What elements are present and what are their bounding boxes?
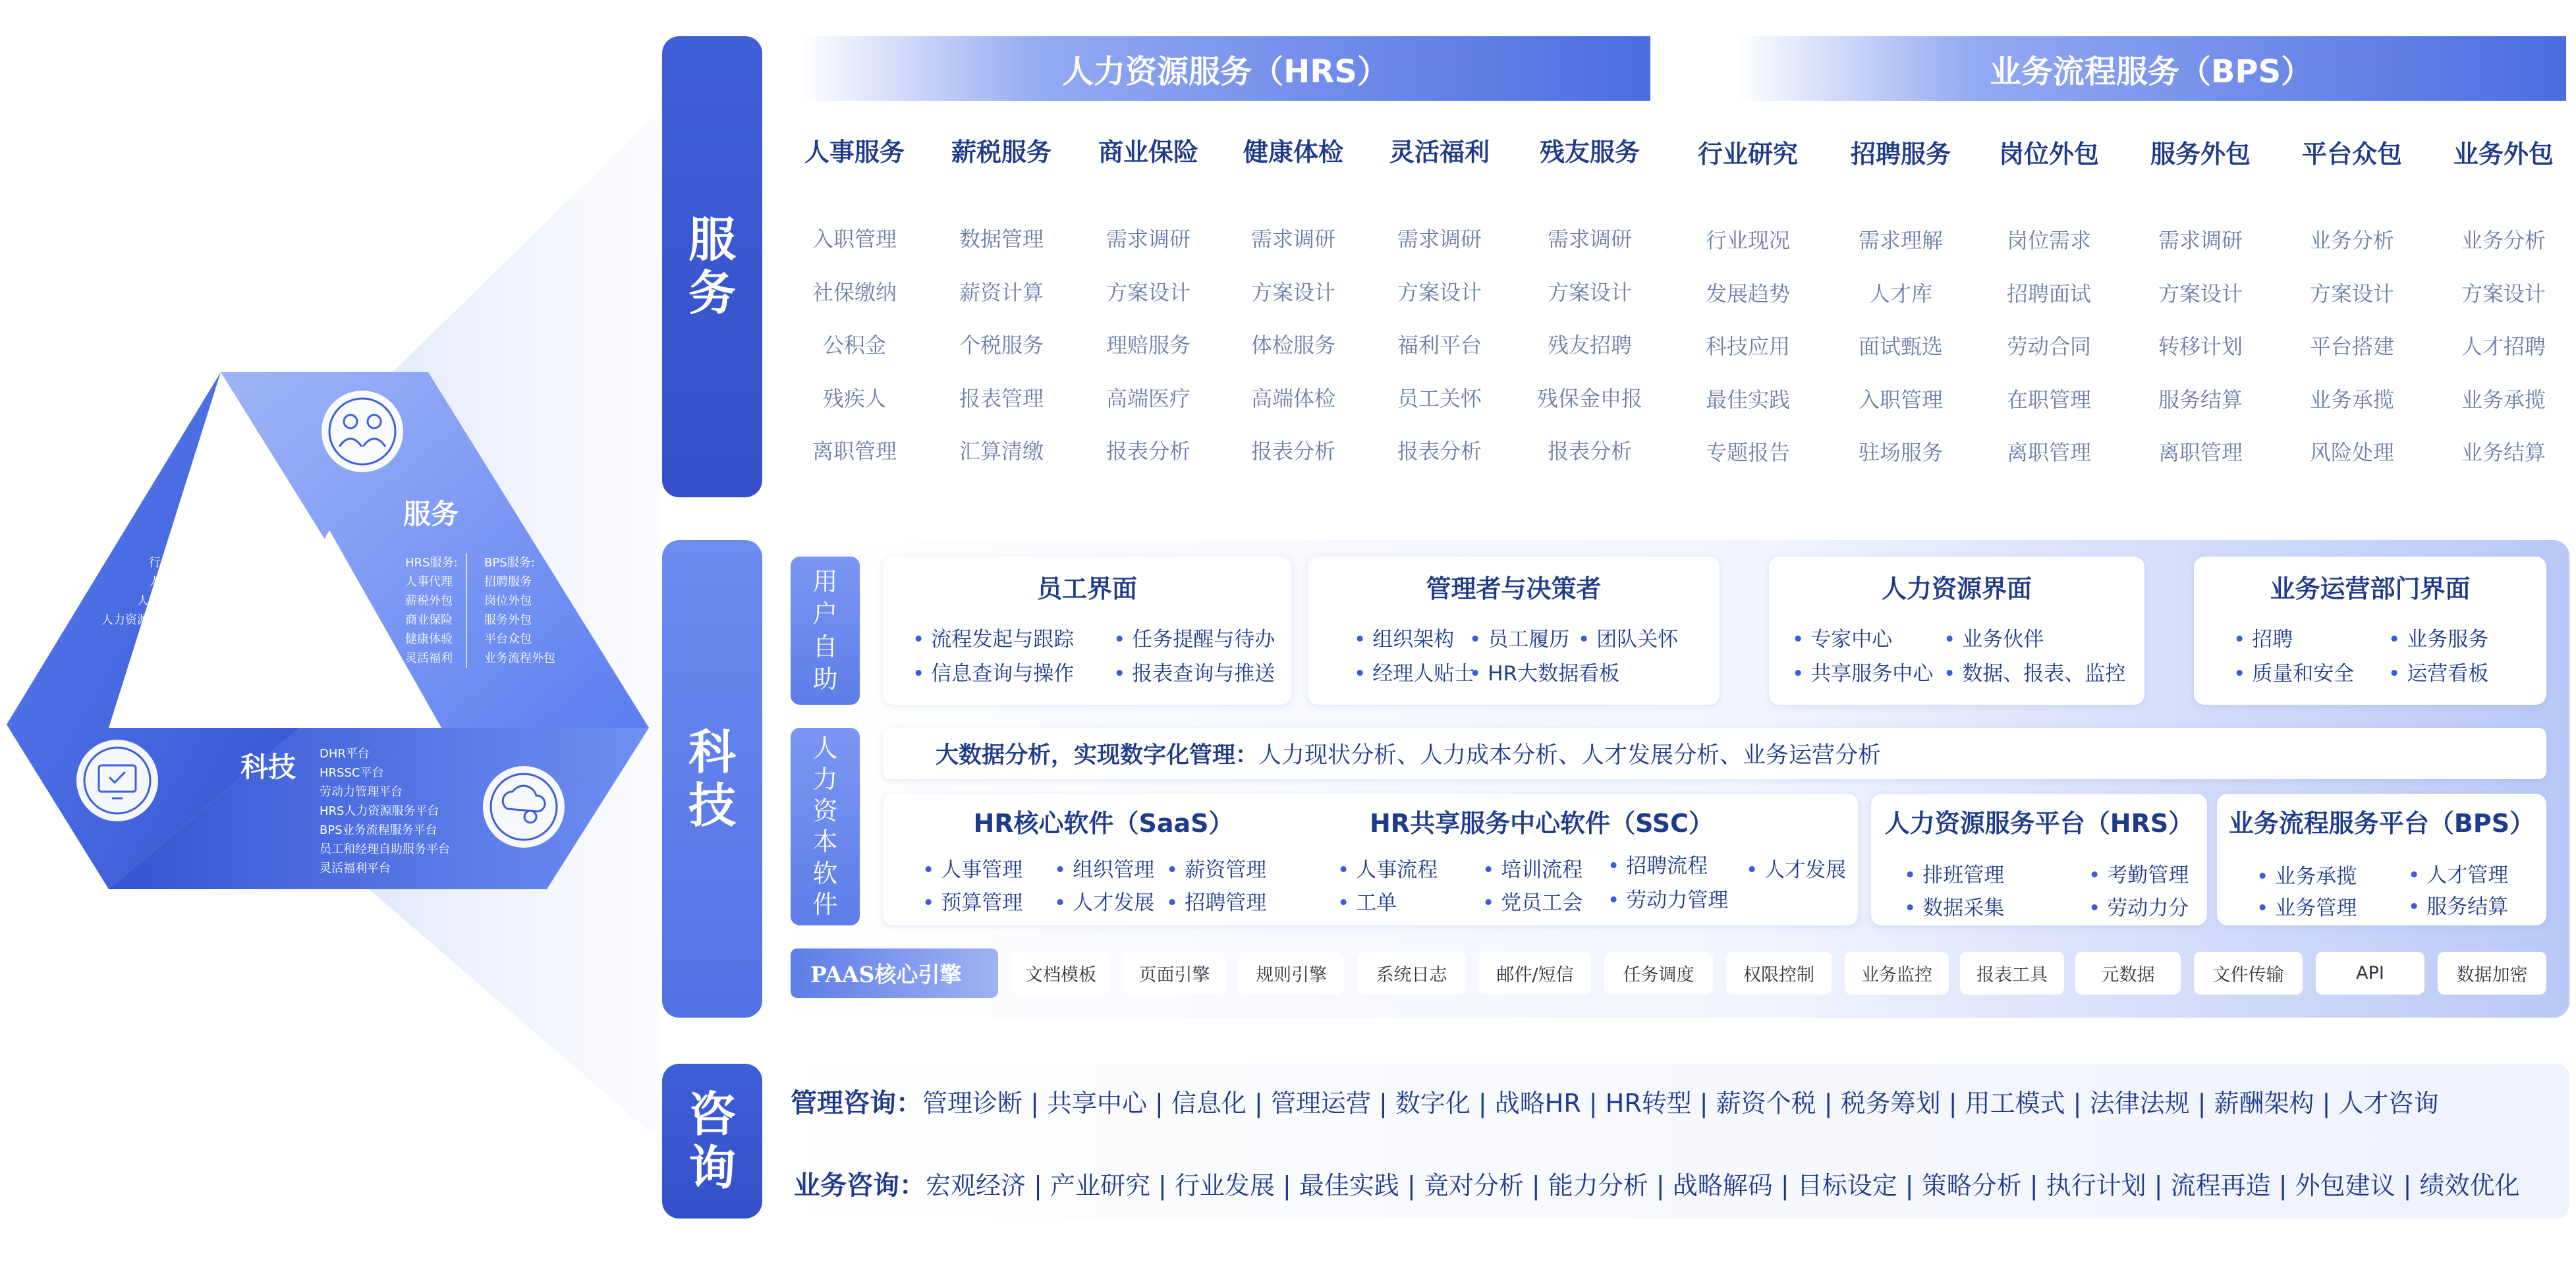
list-item: 平台众包 — [484, 632, 532, 646]
card-item: • 数据、报表、监控 — [1944, 657, 2125, 686]
card-item: • 员工履历 — [1469, 622, 1569, 652]
list-item: 灵活福利平台 — [320, 862, 391, 875]
hrs-banner: 人力资源服务（HRS） — [800, 36, 1650, 101]
hrs-platform-card — [1871, 794, 2207, 925]
service-column-item: 残疾人 — [822, 385, 886, 411]
service-column-head: 平台众包 — [2301, 140, 2402, 169]
business-interface-card — [2194, 557, 2546, 705]
service-column-item: 劳动合同 — [2006, 334, 2091, 359]
service-column-item: 岗位需求 — [2006, 228, 2091, 253]
card-title: 人力资源界面 — [1881, 574, 2032, 603]
card-item: • 团队关怀 — [1578, 622, 1678, 652]
card-item: • 薪资管理 — [1166, 853, 1266, 883]
service-column-item: 方案设计 — [2158, 281, 2243, 306]
list-item: 业务流程外包 — [484, 651, 555, 665]
service-people-icon — [322, 391, 403, 472]
service-column-item: 残保金申报 — [1536, 385, 1642, 411]
paas-tool-chip: 业务监控 — [1845, 952, 1949, 995]
service-column-item: 报表管理 — [959, 385, 1044, 411]
service-column-item: 体检服务 — [1250, 333, 1335, 358]
card-item: • 排班管理 — [1904, 858, 2004, 888]
tech-section-label: 科技 — [662, 540, 762, 1018]
service-column-head: 健康体检 — [1243, 138, 1343, 167]
service-column-item: 高端体检 — [1250, 385, 1335, 411]
service-column-item: 社保缴纳 — [812, 279, 897, 305]
card-item: • 培训流程 — [1482, 853, 1582, 883]
service-column-item: 需求理解 — [1858, 228, 1943, 253]
list-head: BPS服务: — [484, 556, 535, 570]
paas-tool-chip: 数据加密 — [2438, 952, 2546, 995]
list-item: BPS业务流程服务平台 — [320, 823, 437, 837]
service-column-item: 面试甄选 — [1858, 334, 1943, 359]
triangle-service-bps — [484, 553, 555, 668]
service-column-item: 需求调研 — [1250, 227, 1335, 252]
list-item: HRSSC平台 — [320, 766, 384, 780]
card-item: • 任务提醒与待办 — [1113, 622, 1275, 652]
triangle-tech-title: 科技 — [240, 751, 296, 783]
service-column-item: 人才库 — [1868, 281, 1932, 306]
card-title: 业务流程服务平台（BPS） — [2228, 809, 2535, 838]
service-column-item: 风险处理 — [2309, 440, 2394, 465]
list-item: 员工和经理自助服务平台 — [320, 842, 450, 856]
service-column-item: 业务承揽 — [2309, 387, 2394, 412]
management-consulting-items: 管理诊断 | 共享中心 | 信息化 | 管理运营 | 数字化 | 战略HR | HR转型 | 薪资个税 | 税务筹划 | 用工模式 | 法律法规 | 薪酬架构 | 人才咨询 — [922, 1089, 2439, 1118]
service-column-item: 报表分析 — [1547, 439, 1632, 464]
card-item: • 报表查询与推送 — [1113, 657, 1275, 686]
service-column-head: 招聘服务 — [1850, 140, 1951, 169]
service-column-item: 数据管理 — [959, 227, 1044, 252]
business-consulting-head: 业务咨询： — [794, 1170, 926, 1201]
service-column-head: 残友服务 — [1539, 138, 1640, 167]
paas-tool-chip: 规则引擎 — [1239, 952, 1344, 995]
card-title: 人力资源服务平台（HRS） — [1884, 809, 2194, 838]
paas-tool-chip: 报表工具 — [1960, 952, 2064, 995]
paas-tool-chip: 系统日志 — [1357, 952, 1466, 995]
service-column-item: 在职管理 — [2006, 387, 2091, 412]
service-column-item: 离职管理 — [812, 439, 897, 464]
list-item: 招聘服务 — [484, 575, 532, 589]
service-column-item: 需求调研 — [1397, 227, 1482, 252]
service-column-item: 理赔服务 — [1106, 333, 1190, 358]
service-column-item: 员工关怀 — [1397, 385, 1482, 411]
management-consulting — [791, 1082, 2439, 1120]
list-item: HRS人力资源服务平台 — [320, 804, 439, 818]
service-column-item: 人才招聘 — [2461, 334, 2546, 359]
card-title: HR核心软件（SaaS） — [973, 809, 1234, 838]
service-section-label: 服务 — [662, 36, 762, 497]
service-column-item: 方案设计 — [2461, 281, 2546, 306]
manager-interface-card — [1308, 557, 1720, 705]
service-column-head: 人事服务 — [804, 138, 905, 167]
bigdata-bar — [883, 728, 2546, 779]
paas-engine-label: PAAS核心引擎 — [791, 948, 998, 998]
card-title: 业务运营部门界面 — [2270, 574, 2471, 603]
service-column-item: 公积金 — [822, 333, 886, 358]
paas-tool-chip: 文档模板 — [1011, 952, 1110, 995]
service-column-head: 岗位外包 — [1998, 140, 2099, 169]
service-column-item: 行业现况 — [1705, 228, 1790, 253]
service-column-item: 离职管理 — [2158, 440, 2243, 465]
triangle-consult-list — [99, 553, 244, 668]
card-item: • 人才发展 — [1054, 886, 1154, 916]
card-title: 员工界面 — [1036, 574, 1137, 603]
card-item: • 业务承揽 — [2256, 860, 2357, 889]
card-item: • 招聘流程 — [1608, 849, 1708, 879]
self-service-label: 用户自助 — [791, 557, 860, 705]
list-item: 岗位外包 — [484, 594, 532, 608]
service-column-item: 驻场服务 — [1858, 440, 1943, 465]
service-column-item: 薪资计算 — [959, 279, 1044, 305]
card-title: 管理者与决策者 — [1426, 574, 1602, 603]
card-item: • 劳动力管理 — [1608, 883, 1728, 913]
service-column-item: 方案设计 — [1250, 279, 1335, 305]
hr-core-software-card — [883, 794, 1858, 925]
service-column-item: 入职管理 — [1858, 387, 1943, 412]
service-column-item: 离职管理 — [2006, 440, 2091, 465]
card-item: • 服务结算 — [2408, 890, 2508, 919]
card-item: • 共享服务中心 — [1792, 657, 1933, 686]
service-column-item: 发展趋势 — [1705, 281, 1790, 306]
service-column-item: 入职管理 — [812, 227, 897, 252]
paas-tool-chip: 任务调度 — [1604, 952, 1713, 995]
card-item: • 工单 — [1337, 886, 1397, 916]
list-item: 商业保险 — [405, 613, 453, 627]
management-consulting-head: 管理咨询： — [791, 1088, 922, 1118]
service-column-item: 最佳实践 — [1705, 387, 1790, 412]
paas-tool-chip: 元数据 — [2075, 952, 2181, 995]
list-item: 劳动法律法规咨询 — [149, 632, 244, 646]
monitor-check-icon — [76, 740, 158, 821]
service-column-item: 业务分析 — [2309, 228, 2394, 253]
service-column-item: 专题报告 — [1705, 440, 1790, 465]
card-item: • 业务伙伴 — [1944, 622, 2044, 652]
list-item: 服务外包 — [484, 613, 532, 627]
triangle-service-hrs — [405, 553, 467, 668]
card-item: • 组织架构 — [1354, 622, 1454, 652]
card-item: • 经理人贴士 — [1354, 657, 1474, 686]
service-column-item: 福利平台 — [1397, 333, 1482, 358]
card-item: • 招聘管理 — [1166, 886, 1266, 916]
card-item: • 党员工会 — [1482, 886, 1582, 916]
service-column-head: 灵活福利 — [1389, 138, 1490, 167]
card-item: • 组织管理 — [1054, 853, 1154, 883]
paas-tool-chip: API — [2316, 952, 2424, 995]
list-head: HRS服务: — [405, 556, 458, 570]
service-column-item: 汇算清缴 — [959, 439, 1044, 464]
card-item: • 流程发起与跟踪 — [912, 622, 1074, 652]
service-column-item: 方案设计 — [1106, 279, 1190, 305]
service-column-head: 业务外包 — [2453, 140, 2554, 169]
service-column-head: 商业保险 — [1098, 138, 1198, 167]
service-column-item: 残友招聘 — [1547, 333, 1632, 358]
cloud-gear-icon — [483, 766, 565, 848]
card-title: HR共享服务中心软件（SSC） — [1370, 809, 1714, 838]
employee-interface-card — [883, 557, 1291, 705]
service-column-head: 服务外包 — [2150, 140, 2251, 169]
bigdata-head: 大数据分析，实现数字化管理： — [936, 742, 1259, 769]
service-column-item: 高端医疗 — [1106, 385, 1190, 411]
service-column-item: 服务结算 — [2158, 387, 2243, 412]
list-item: 人力资源共享服务中心咨询 — [101, 613, 244, 627]
service-column-item: 平台搭建 — [2309, 334, 2394, 359]
consult-section-label: 咨询 — [662, 1064, 762, 1219]
paas-tool-chip: 邮件/短信 — [1479, 952, 1591, 995]
list-item: 健康体验 — [405, 632, 453, 646]
card-item: • 质量和安全 — [2233, 657, 2354, 686]
card-item: • 数据采集 — [1904, 891, 2004, 921]
service-column-item: 需求调研 — [2158, 228, 2243, 253]
hr-software-label: 人力资本软件 — [791, 728, 860, 925]
bigdata-text: 人力现状分析、人力成本分析、人才发展分析、业务运营分析 — [1258, 742, 1882, 769]
card-item: • 专家中心 — [1792, 622, 1892, 652]
list-item: 人力资源管理咨询 — [149, 575, 244, 589]
list-item: DHR平台 — [320, 747, 370, 761]
card-item: • 业务管理 — [2256, 891, 2357, 921]
card-item: • 人事管理 — [922, 853, 1022, 883]
service-column-item: 业务承揽 — [2461, 387, 2546, 412]
paas-tool-chip: 文件传输 — [2194, 952, 2303, 995]
card-item: • HR大数据看板 — [1469, 657, 1619, 686]
service-column-item: 方案设计 — [1397, 279, 1482, 305]
triangle-tech-list — [320, 744, 450, 878]
service-column-item: 需求调研 — [1547, 227, 1632, 252]
card-item: • 运营看板 — [2388, 657, 2488, 686]
service-column-item: 报表分析 — [1250, 439, 1335, 464]
card-item: • 业务服务 — [2388, 622, 2488, 652]
list-item: 行业发展趋势报告 — [149, 556, 244, 570]
business-consulting-items: 宏观经济 | 产业研究 | 行业发展 | 最佳实践 | 竟对分析 | 能力分析 | 战略解码 | 目标设定 | 策略分析 | 执行计划 | 流程再造 | 外包建议 | 绩效优化 — [926, 1171, 2520, 1200]
paas-tool-chip: 权限控制 — [1726, 952, 1832, 995]
triangle-service-title: 服务 — [403, 498, 459, 530]
service-column-item: 方案设计 — [1547, 279, 1632, 305]
bps-platform-card — [2217, 794, 2546, 925]
service-column-item: 报表分析 — [1106, 439, 1190, 464]
service-column-head: 行业研究 — [1697, 140, 1798, 169]
service-column-item: 方案设计 — [2309, 281, 2394, 306]
list-item: 人力资源数字化咨询 — [137, 594, 244, 608]
list-item: 灵活福利 — [405, 651, 453, 665]
card-item: • 人才发展 — [1746, 853, 1846, 883]
service-column-item: 业务分析 — [2461, 228, 2546, 253]
service-column-item: 报表分析 — [1397, 439, 1482, 464]
service-column-item: 需求调研 — [1106, 227, 1190, 252]
service-column-item: 招聘面试 — [2006, 281, 2091, 306]
card-item: • 招聘 — [2233, 622, 2293, 652]
list-item: 薪税外包 — [405, 594, 453, 608]
list-item: 人事代理 — [405, 575, 453, 589]
paas-tool-chip: 页面引擎 — [1123, 952, 1225, 995]
service-column-item: 个税服务 — [959, 333, 1044, 358]
card-item: • 预算管理 — [922, 886, 1022, 916]
card-item: • 信息查询与操作 — [912, 657, 1074, 686]
business-consulting — [794, 1165, 2520, 1202]
card-item: • 劳动力分 — [2088, 891, 2189, 921]
bps-banner: 业务流程服务（BPS） — [1736, 36, 2566, 101]
card-item: • 考勤管理 — [2088, 858, 2189, 888]
service-column-item: 科技应用 — [1705, 334, 1790, 359]
service-column-head: 薪税服务 — [951, 138, 1051, 167]
service-column-item: 业务结算 — [2461, 440, 2546, 465]
service-column-item: 转移计划 — [2158, 334, 2243, 359]
hr-interface-card — [1769, 557, 2144, 705]
list-item: 政策咨询 — [196, 651, 244, 665]
list-item: 劳动力管理平台 — [320, 785, 403, 799]
card-item: • 人事流程 — [1337, 853, 1438, 883]
triangle-consult-title: 咨询 — [188, 498, 244, 530]
card-item: • 人才管理 — [2408, 858, 2508, 888]
